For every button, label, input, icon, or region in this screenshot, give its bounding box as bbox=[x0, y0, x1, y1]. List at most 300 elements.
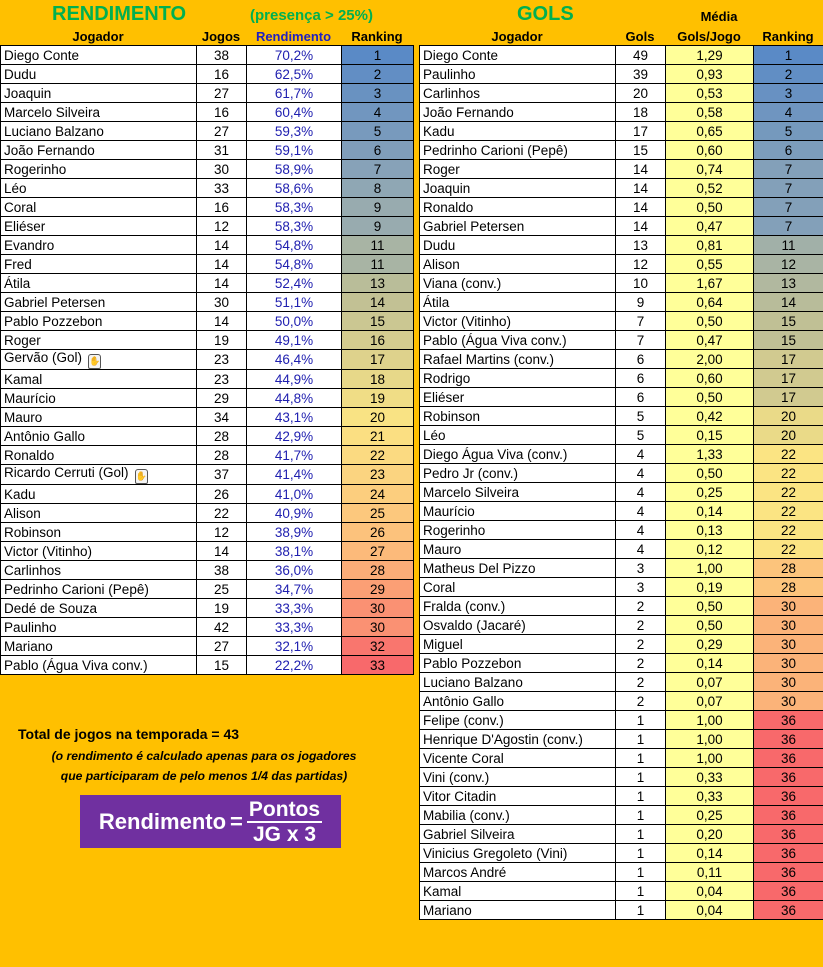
player-name-cell bbox=[1, 637, 197, 656]
rendimento-cell: 33,3% bbox=[247, 599, 342, 618]
ranking-cell: 23 bbox=[342, 465, 414, 485]
average-cell: 2,00 bbox=[666, 350, 754, 369]
ranking-cell: 22 bbox=[754, 445, 823, 464]
average-cell: 0,19 bbox=[666, 578, 754, 597]
table-row bbox=[420, 825, 823, 844]
player-name-cell: Átila bbox=[420, 293, 616, 312]
goals-cell: 9 bbox=[616, 293, 666, 312]
rendimento-subtitle: (presença > 25%) bbox=[250, 7, 373, 24]
ranking-cell: 7 bbox=[754, 179, 823, 198]
goals-cell: 1 bbox=[616, 711, 666, 730]
player-name-cell: Joaquin bbox=[420, 179, 616, 198]
rendimento-cell: 58,3% bbox=[247, 198, 342, 217]
average-cell: 1,00 bbox=[666, 749, 754, 768]
player-name: Alison bbox=[4, 505, 41, 521]
ranking-cell: 30 bbox=[754, 597, 823, 616]
ranking-cell: 15 bbox=[754, 331, 823, 350]
player-name-cell bbox=[1, 198, 197, 217]
ranking-cell: 2 bbox=[342, 65, 414, 84]
ranking-cell: 14 bbox=[342, 293, 414, 312]
rendimento-cell: 59,3% bbox=[247, 122, 342, 141]
ranking-cell: 13 bbox=[754, 274, 823, 293]
player-name: Átila bbox=[4, 275, 31, 291]
player-name: Ricardo Cerruti (Gol) bbox=[4, 465, 129, 480]
table-row bbox=[420, 388, 823, 407]
average-cell: 0,14 bbox=[666, 654, 754, 673]
ranking-cell: 30 bbox=[754, 616, 823, 635]
goals-cell: 2 bbox=[616, 673, 666, 692]
gols-title: GOLS bbox=[517, 3, 574, 25]
player-name-cell: Diego Conte bbox=[420, 46, 616, 65]
games-cell: 33 bbox=[197, 179, 247, 198]
player-name-cell bbox=[1, 542, 197, 561]
games-cell: 37 bbox=[197, 465, 247, 485]
table-row bbox=[1, 350, 414, 370]
ranking-cell: 30 bbox=[342, 599, 414, 618]
goals-cell: 4 bbox=[616, 464, 666, 483]
rendimento-formula bbox=[80, 795, 341, 848]
player-name-cell bbox=[1, 523, 197, 542]
goals-cell: 1 bbox=[616, 806, 666, 825]
table-row bbox=[420, 901, 823, 920]
player-name-cell: João Fernando bbox=[420, 103, 616, 122]
player-name: Paulinho bbox=[4, 619, 57, 635]
games-cell: 30 bbox=[197, 293, 247, 312]
average-cell: 0,33 bbox=[666, 768, 754, 787]
table-row bbox=[1, 561, 414, 580]
rendimento-cell: 54,8% bbox=[247, 236, 342, 255]
table-row bbox=[420, 730, 823, 749]
goals-cell: 4 bbox=[616, 445, 666, 464]
ranking-cell: 36 bbox=[754, 768, 823, 787]
table-row bbox=[1, 637, 414, 656]
rendimento-cell: 60,4% bbox=[247, 103, 342, 122]
player-name-cell bbox=[1, 656, 197, 675]
player-name-cell bbox=[1, 160, 197, 179]
table-row bbox=[1, 103, 414, 122]
games-cell: 16 bbox=[197, 198, 247, 217]
header-jogador: Jogador bbox=[491, 29, 543, 44]
average-cell: 0,12 bbox=[666, 540, 754, 559]
player-name-cell bbox=[1, 580, 197, 599]
player-name: Diego Conte bbox=[4, 47, 80, 63]
average-cell: 1,33 bbox=[666, 445, 754, 464]
table-row bbox=[1, 580, 414, 599]
games-cell: 23 bbox=[197, 370, 247, 389]
player-name-cell bbox=[1, 561, 197, 580]
player-name-cell: Maurício bbox=[420, 502, 616, 521]
ranking-cell: 36 bbox=[754, 711, 823, 730]
games-cell: 38 bbox=[197, 46, 247, 65]
player-name-cell: Pablo (Água Viva conv.) bbox=[420, 331, 616, 350]
formula-equals: = bbox=[230, 808, 243, 834]
goals-cell: 5 bbox=[616, 407, 666, 426]
goals-cell: 4 bbox=[616, 502, 666, 521]
ranking-cell: 7 bbox=[754, 217, 823, 236]
player-name-cell bbox=[1, 274, 197, 293]
average-cell: 0,04 bbox=[666, 901, 754, 920]
goals-cell: 12 bbox=[616, 255, 666, 274]
ranking-cell: 15 bbox=[754, 312, 823, 331]
player-name-cell bbox=[1, 84, 197, 103]
goals-cell: 10 bbox=[616, 274, 666, 293]
table-row bbox=[1, 408, 414, 427]
player-name-cell: Pablo Pozzebon bbox=[420, 654, 616, 673]
games-cell: 14 bbox=[197, 274, 247, 293]
goals-cell: 1 bbox=[616, 787, 666, 806]
player-name: Marcelo Silveira bbox=[4, 104, 101, 120]
player-name-cell: Pedrinho Carioni (Pepê) bbox=[420, 141, 616, 160]
table-row bbox=[420, 160, 823, 179]
player-name-cell bbox=[1, 465, 197, 485]
rendimento-header-row bbox=[0, 28, 414, 45]
games-cell: 14 bbox=[197, 236, 247, 255]
games-cell: 15 bbox=[197, 656, 247, 675]
header-gols: Gols bbox=[625, 29, 655, 44]
goals-cell: 6 bbox=[616, 369, 666, 388]
table-row bbox=[1, 504, 414, 523]
games-cell: 27 bbox=[197, 122, 247, 141]
table-row bbox=[1, 198, 414, 217]
table-row bbox=[1, 160, 414, 179]
table-row bbox=[420, 521, 823, 540]
gols-panel bbox=[419, 0, 823, 920]
average-cell: 0,52 bbox=[666, 179, 754, 198]
goals-cell: 14 bbox=[616, 217, 666, 236]
average-cell: 0,15 bbox=[666, 426, 754, 445]
player-name-cell: Roger bbox=[420, 160, 616, 179]
goals-cell: 1 bbox=[616, 825, 666, 844]
rendimento-cell: 49,1% bbox=[247, 331, 342, 350]
player-name-cell: Gabriel Silveira bbox=[420, 825, 616, 844]
goals-cell: 2 bbox=[616, 635, 666, 654]
player-name-cell: Vini (conv.) bbox=[420, 768, 616, 787]
goals-cell: 13 bbox=[616, 236, 666, 255]
player-name-cell: Rodrigo bbox=[420, 369, 616, 388]
rendimento-titlebar bbox=[0, 0, 414, 28]
player-name: Pedrinho Carioni (Pepê) bbox=[4, 581, 149, 597]
ranking-cell: 29 bbox=[342, 580, 414, 599]
formula-label: Rendimento bbox=[98, 808, 227, 834]
player-name-cell bbox=[1, 485, 197, 504]
ranking-cell: 20 bbox=[754, 426, 823, 445]
table-row bbox=[420, 597, 823, 616]
ranking-cell: 5 bbox=[342, 122, 414, 141]
formula-numerator: Pontos bbox=[248, 797, 321, 821]
games-cell: 28 bbox=[197, 446, 247, 465]
games-cell: 19 bbox=[197, 331, 247, 350]
player-name-cell bbox=[1, 427, 197, 446]
average-cell: 0,65 bbox=[666, 122, 754, 141]
player-name: Mariano bbox=[4, 638, 53, 654]
player-name: Evandro bbox=[4, 237, 55, 253]
ranking-cell: 20 bbox=[754, 407, 823, 426]
table-row bbox=[420, 844, 823, 863]
average-cell: 0,93 bbox=[666, 65, 754, 84]
player-name: Luciano Balzano bbox=[4, 123, 104, 139]
table-row bbox=[1, 485, 414, 504]
gols-table bbox=[419, 45, 823, 920]
table-row bbox=[420, 806, 823, 825]
ranking-cell: 33 bbox=[342, 656, 414, 675]
table-row bbox=[1, 217, 414, 236]
table-row bbox=[1, 370, 414, 389]
ranking-cell: 22 bbox=[754, 483, 823, 502]
ranking-cell: 9 bbox=[342, 198, 414, 217]
table-row bbox=[1, 46, 414, 65]
average-cell: 0,50 bbox=[666, 464, 754, 483]
ranking-cell: 28 bbox=[754, 578, 823, 597]
gols-titlebar bbox=[419, 0, 823, 28]
rendimento-cell: 41,0% bbox=[247, 485, 342, 504]
player-name-cell bbox=[1, 236, 197, 255]
player-name-cell: Fralda (conv.) bbox=[420, 597, 616, 616]
table-row bbox=[420, 65, 823, 84]
rendimento-cell: 58,3% bbox=[247, 217, 342, 236]
player-name-cell bbox=[1, 255, 197, 274]
average-cell: 1,00 bbox=[666, 559, 754, 578]
table-row bbox=[1, 65, 414, 84]
player-name-cell: Henrique D'Agostin (conv.) bbox=[420, 730, 616, 749]
goals-cell: 1 bbox=[616, 749, 666, 768]
ranking-cell: 1 bbox=[754, 46, 823, 65]
table-row bbox=[420, 274, 823, 293]
player-name-cell bbox=[1, 141, 197, 160]
rendimento-cell: 54,8% bbox=[247, 255, 342, 274]
goals-cell: 4 bbox=[616, 483, 666, 502]
games-cell: 12 bbox=[197, 523, 247, 542]
player-name-cell: Gabriel Petersen bbox=[420, 217, 616, 236]
ranking-cell: 22 bbox=[754, 502, 823, 521]
player-name-cell: Felipe (conv.) bbox=[420, 711, 616, 730]
table-row bbox=[1, 255, 414, 274]
player-name-cell bbox=[1, 217, 197, 236]
ranking-cell: 36 bbox=[754, 787, 823, 806]
ranking-cell: 24 bbox=[342, 485, 414, 504]
average-cell: 0,50 bbox=[666, 616, 754, 635]
table-row bbox=[1, 389, 414, 408]
ranking-cell: 4 bbox=[342, 103, 414, 122]
player-name-cell bbox=[1, 350, 197, 370]
ranking-cell: 28 bbox=[342, 561, 414, 580]
ranking-cell: 12 bbox=[754, 255, 823, 274]
player-name-cell: Miguel bbox=[420, 635, 616, 654]
player-name-cell: Robinson bbox=[420, 407, 616, 426]
table-row bbox=[420, 103, 823, 122]
player-name: Dedé de Souza bbox=[4, 600, 98, 616]
games-cell: 23 bbox=[197, 350, 247, 370]
player-name-cell: Vinicius Gregoleto (Vini) bbox=[420, 844, 616, 863]
table-row bbox=[1, 465, 414, 485]
table-row bbox=[1, 427, 414, 446]
games-cell: 19 bbox=[197, 599, 247, 618]
games-cell: 30 bbox=[197, 160, 247, 179]
player-name: Roger bbox=[4, 332, 41, 348]
ranking-cell: 6 bbox=[754, 141, 823, 160]
games-cell: 38 bbox=[197, 561, 247, 580]
player-name-cell bbox=[1, 599, 197, 618]
ranking-cell: 5 bbox=[754, 122, 823, 141]
table-row bbox=[1, 274, 414, 293]
rendimento-table bbox=[0, 45, 414, 675]
player-name: Ronaldo bbox=[4, 447, 55, 463]
average-cell: 0,58 bbox=[666, 103, 754, 122]
player-name: Coral bbox=[4, 199, 37, 215]
ranking-cell: 3 bbox=[342, 84, 414, 103]
ranking-cell: 25 bbox=[342, 504, 414, 523]
table-row bbox=[1, 122, 414, 141]
ranking-cell: 15 bbox=[342, 312, 414, 331]
header-jogos: Jogos bbox=[201, 29, 241, 44]
player-name: Pablo (Água Viva conv.) bbox=[4, 657, 148, 673]
player-name-cell: Luciano Balzano bbox=[420, 673, 616, 692]
games-cell: 27 bbox=[197, 84, 247, 103]
player-name-cell bbox=[1, 446, 197, 465]
table-row bbox=[420, 255, 823, 274]
ranking-cell: 30 bbox=[754, 654, 823, 673]
games-cell: 42 bbox=[197, 618, 247, 637]
player-name-cell: Viana (conv.) bbox=[420, 274, 616, 293]
player-name-cell: Paulinho bbox=[420, 65, 616, 84]
ranking-cell: 36 bbox=[754, 825, 823, 844]
table-row bbox=[1, 236, 414, 255]
table-row bbox=[420, 654, 823, 673]
games-cell: 22 bbox=[197, 504, 247, 523]
player-name: Fred bbox=[4, 256, 32, 272]
table-row bbox=[420, 749, 823, 768]
header-ranking: Ranking bbox=[351, 29, 403, 44]
ranking-cell: 26 bbox=[342, 523, 414, 542]
note-line-1: (o rendimento é calculado apenas para os jogadores bbox=[51, 749, 357, 763]
average-cell: 1,00 bbox=[666, 730, 754, 749]
ranking-cell: 17 bbox=[754, 388, 823, 407]
player-name-cell: Eliéser bbox=[420, 388, 616, 407]
ranking-cell: 30 bbox=[754, 673, 823, 692]
player-name-cell: Pedro Jr (conv.) bbox=[420, 464, 616, 483]
average-cell: 0,55 bbox=[666, 255, 754, 274]
average-cell: 0,13 bbox=[666, 521, 754, 540]
table-row bbox=[420, 578, 823, 597]
ranking-cell: 22 bbox=[342, 446, 414, 465]
games-cell: 14 bbox=[197, 542, 247, 561]
average-cell: 0,42 bbox=[666, 407, 754, 426]
player-name: Antônio Gallo bbox=[4, 428, 86, 444]
table-row bbox=[1, 542, 414, 561]
rendimento-cell: 34,7% bbox=[247, 580, 342, 599]
ranking-cell: 30 bbox=[754, 692, 823, 711]
ranking-cell: 2 bbox=[754, 65, 823, 84]
goals-cell: 4 bbox=[616, 540, 666, 559]
table-row bbox=[420, 217, 823, 236]
table-row bbox=[1, 179, 414, 198]
goals-cell: 1 bbox=[616, 901, 666, 920]
player-name-cell: Victor (Vitinho) bbox=[420, 312, 616, 331]
player-name-cell bbox=[1, 122, 197, 141]
player-name-cell bbox=[1, 293, 197, 312]
note-line-2: que participaram de pelo menos 1/4 das partidas) bbox=[60, 769, 348, 783]
goals-cell: 2 bbox=[616, 654, 666, 673]
table-row bbox=[1, 656, 414, 675]
table-row bbox=[420, 179, 823, 198]
player-name: Joaquin bbox=[4, 85, 52, 101]
table-row bbox=[420, 882, 823, 901]
games-cell: 14 bbox=[197, 255, 247, 274]
average-cell: 0,50 bbox=[666, 198, 754, 217]
goals-cell: 20 bbox=[616, 84, 666, 103]
player-name-cell: Vitor Citadin bbox=[420, 787, 616, 806]
rendimento-cell: 41,7% bbox=[247, 446, 342, 465]
goals-cell: 1 bbox=[616, 730, 666, 749]
player-name: Rogerinho bbox=[4, 161, 67, 177]
player-name-cell bbox=[1, 408, 197, 427]
table-row bbox=[1, 599, 414, 618]
goals-cell: 14 bbox=[616, 198, 666, 217]
average-cell: 0,11 bbox=[666, 863, 754, 882]
average-cell: 0,74 bbox=[666, 160, 754, 179]
goals-cell: 1 bbox=[616, 863, 666, 882]
goals-cell: 7 bbox=[616, 312, 666, 331]
header-rendimento: Rendimento bbox=[255, 29, 332, 44]
goals-cell: 5 bbox=[616, 426, 666, 445]
gols-header-row bbox=[419, 28, 823, 45]
average-cell: 0,50 bbox=[666, 312, 754, 331]
formula-fraction bbox=[247, 798, 322, 846]
ranking-cell: 16 bbox=[342, 331, 414, 350]
player-name-cell: Diego Água Viva (conv.) bbox=[420, 445, 616, 464]
average-cell: 0,25 bbox=[666, 806, 754, 825]
average-cell: 0,25 bbox=[666, 483, 754, 502]
rendimento-title: RENDIMENTO bbox=[52, 3, 187, 25]
table-row bbox=[1, 84, 414, 103]
table-row bbox=[420, 502, 823, 521]
average-cell: 0,64 bbox=[666, 293, 754, 312]
average-cell: 0,07 bbox=[666, 692, 754, 711]
goals-cell: 14 bbox=[616, 160, 666, 179]
average-cell: 0,14 bbox=[666, 502, 754, 521]
player-name: Kamal bbox=[4, 371, 43, 387]
table-row bbox=[420, 673, 823, 692]
rendimento-cell: 40,9% bbox=[247, 504, 342, 523]
average-cell: 0,60 bbox=[666, 369, 754, 388]
player-name-cell: Rafael Martins (conv.) bbox=[420, 350, 616, 369]
ranking-cell: 22 bbox=[754, 464, 823, 483]
table-row bbox=[420, 635, 823, 654]
player-name: Gervão (Gol) bbox=[4, 350, 83, 365]
games-cell: 16 bbox=[197, 103, 247, 122]
table-row bbox=[420, 331, 823, 350]
ranking-cell: 36 bbox=[754, 882, 823, 901]
ranking-cell: 18 bbox=[342, 370, 414, 389]
goals-cell: 1 bbox=[616, 768, 666, 787]
rendimento-cell: 59,1% bbox=[247, 141, 342, 160]
table-row bbox=[420, 350, 823, 369]
player-name-cell: Carlinhos bbox=[420, 84, 616, 103]
ranking-cell: 36 bbox=[754, 863, 823, 882]
average-cell: 0,29 bbox=[666, 635, 754, 654]
table-row bbox=[420, 616, 823, 635]
rendimento-cell: 36,0% bbox=[247, 561, 342, 580]
formula-denominator: JG x 3 bbox=[252, 822, 317, 846]
goals-cell: 7 bbox=[616, 331, 666, 350]
ranking-cell: 36 bbox=[754, 806, 823, 825]
player-name-cell bbox=[1, 312, 197, 331]
rendimento-cell: 42,9% bbox=[247, 427, 342, 446]
player-name-cell bbox=[1, 65, 197, 84]
goalkeeper-glove-icon: ✋ bbox=[135, 469, 148, 484]
ranking-cell: 36 bbox=[754, 901, 823, 920]
table-row bbox=[420, 464, 823, 483]
average-cell: 0,47 bbox=[666, 331, 754, 350]
